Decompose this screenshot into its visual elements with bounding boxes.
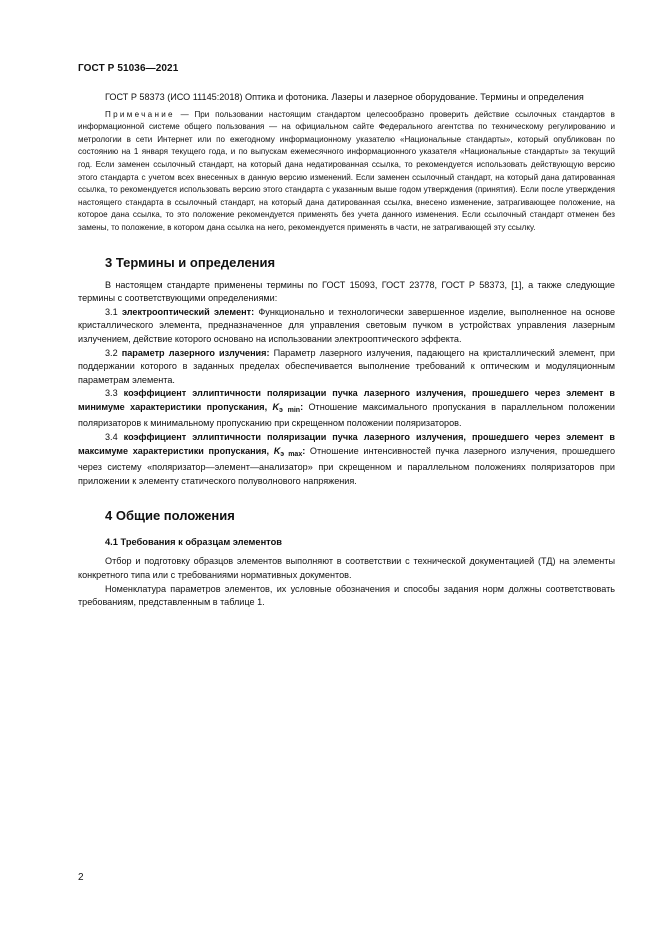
term-definition: Функционально и технологически завершенное изделие, выполненное на основе кристаллического элемента, предназначенное для управления световым пучком в устройствах управления лазерным излучением, действие которого основано на использовании электрооптического эффекта. [78,306,616,344]
page-number: 2 [78,872,84,883]
section-4-heading: 4 Общие положения [105,508,235,524]
term-colon: : [300,401,304,412]
note-paragraph [78,109,615,235]
term-symbol-subscript: э min [279,406,301,414]
term-3-4 [78,431,615,488]
section-4-paragraph-1: Отбор и подготовку образцов элементов выполняют в соответствии с технической документацией (ТД) на элементы конкретного типа или с требованиями нормативных документов. [78,556,615,581]
section-4-paragraph-2: Номенклатура параметров элементов, их условные обозначения и способы задания норм должны соответствовать требованиям, представленным в таблице 1. [78,583,615,608]
term-number: 3.2 [105,347,122,358]
term-number: 3.4 [105,432,124,443]
term-symbol: K [272,401,280,412]
term-name: электрооптический элемент: [121,306,255,317]
note-text: — При пользовании настоящим стандартом целесообразно проверить действие ссылочных стандартов в информационной системе общего пользования — на официальном сайте Федерального агентства по техническому регулированию и метрологии в сети Интернет или по ежегодному информационному указателю «Национальные стандарты», который опубликован по состоянию на 1 января текущего года, и по выпускам ежемесячного информационного указателя «Национальные стандарты» за текущий год. Если заменен ссылочный стандарт, на который дана недатированная ссылка, то рекомендуется использовать действующую версию этого стандарта с учетом всех внесенных в данную версию изменений. Если заменен ссылочный стандарт, на который дана датированная ссылка, то рекомендуется использовать версию этого стандарта с указанным выше годом утверждения (принятия). Если после утверждения настоящего стандарта в ссылочный стандарт, на который дана датированная ссылка, внесено изменение, затрагивающее положение, на которое дана ссылка, то это положение рекомендуется применять без учета данного изменения. Если ссылочный стандарт отменен без замены, то положение, в котором дана ссылка на него, рекомендуется применять в части, не затрагивающей эту ссылку. [78,109,615,232]
term-symbol: K [273,445,281,456]
section-3-heading: 3 Термины и определения [105,254,276,270]
term-definition: Отношение интенсивностей пучка лазерного излучения, прошедшего через систему «поляризатор—элемент—анализатор» при скрещенном и параллельном положениях поляризаторов при приложении к элементу статического полуволнового напряжения. [78,445,616,486]
term-name: коэффициент эллиптичности поляризации пучка лазерного излучения, прошедшего через элемент в максимуме характеристики пропускания, [78,432,615,456]
term-definition: Параметр лазерного излучения, падающего на кристаллический элемент, при поддержании которого в заданных пределах обеспечивается выполнение требований к оптическим и модуляционным параметрам элемента. [78,347,615,385]
term-name: коэффициент эллиптичности поляризации пучка лазерного излучения, прошедшего через элемент в минимуме характеристики пропускания, [78,388,615,412]
term-name: параметр лазерного излучения: [121,347,270,358]
subsection-4-1-heading: 4.1 Требования к образцам элементов [105,537,283,548]
note-label: Примечание [105,109,175,119]
term-symbol-subscript: э max [280,450,303,458]
term-definition: Отношение максимального пропускания в параллельном положении поляризаторов к минимальному пропусканию при скрещенном положении поляризаторов. [78,401,615,429]
term-colon: : [302,445,306,456]
normative-reference-item: ГОСТ Р 58373 (ИСО 11145:2018) Оптика и фотоника. Лазеры и лазерное оборудование. Термины и определения [105,92,584,102]
page-body [78,91,615,610]
term-3-1 [78,306,615,347]
section-3-intro: В настоящем стандарте применены термины по ГОСТ 15093, ГОСТ 23778, ГОСТ Р 58373, [1], а также следующие термины с соответствующими определениями: [78,279,615,304]
term-number: 3.1 [105,306,122,317]
term-number: 3.3 [105,388,124,399]
term-3-3 [78,387,615,431]
document-header: ГОСТ Р 51036—2021 [78,63,179,74]
term-3-2 [78,347,615,388]
